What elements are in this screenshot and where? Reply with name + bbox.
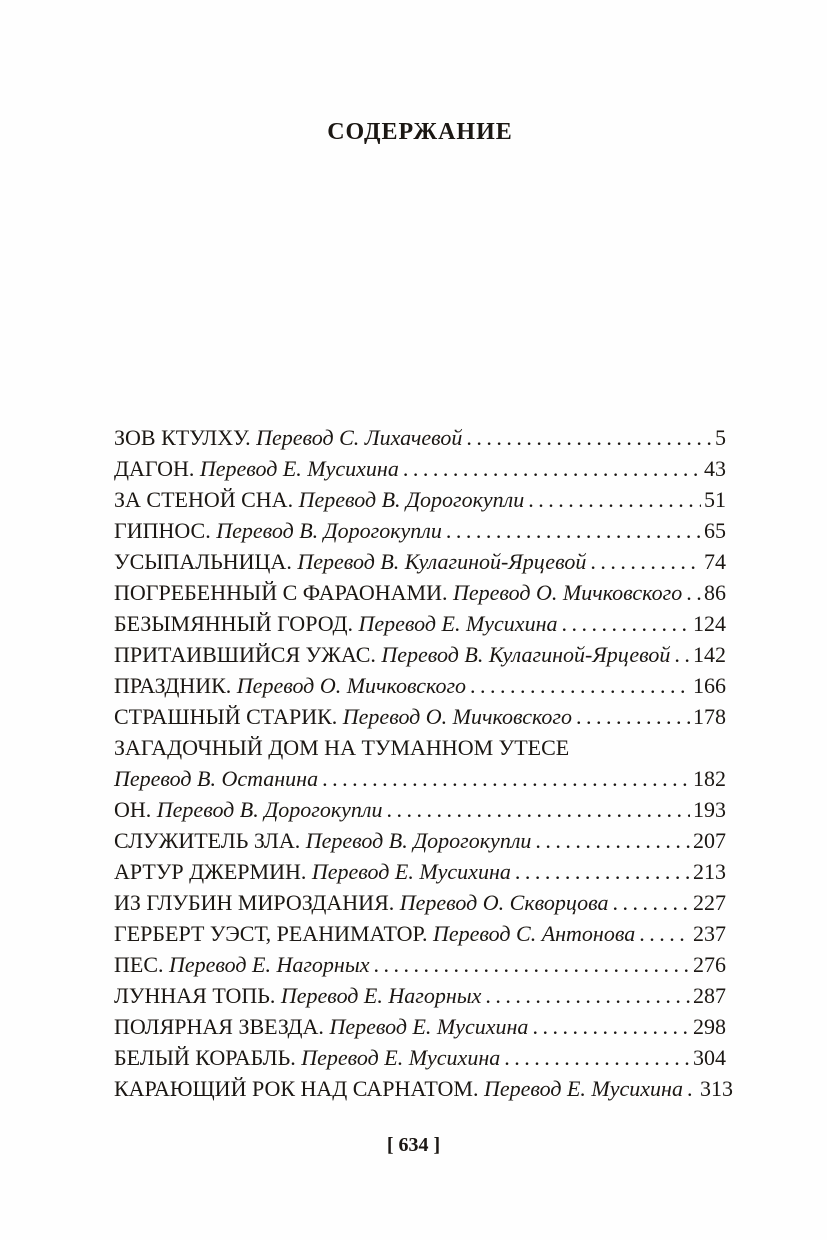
translator-credit: Перевод О. Скворцова <box>399 890 609 915</box>
toc-entry <box>114 422 726 453</box>
toc-entry-label <box>114 949 370 980</box>
toc-entry <box>114 1011 726 1042</box>
translator-credit: Перевод В. Дорогокупли <box>156 797 383 822</box>
dot-leader-line <box>515 856 690 887</box>
translator-credit: Перевод О. Мичковского <box>452 580 683 605</box>
toc-entry-label <box>114 825 531 856</box>
dot-leader-line <box>535 825 690 856</box>
dot-leader-line <box>532 1011 690 1042</box>
dot-leader-line <box>322 763 690 794</box>
page-number-ref: 193 <box>693 797 726 822</box>
story-title: ЗОВ КТУЛХУ. <box>114 425 251 450</box>
page-number-ref: 276 <box>693 952 726 977</box>
dot-leader-line <box>470 670 690 701</box>
dot-leader-line <box>386 794 690 825</box>
translator-credit: Перевод О. Мичковского <box>236 673 467 698</box>
toc-entry-label <box>114 1073 683 1104</box>
story-title: ИЗ ГЛУБИН МИРОЗДАНИЯ. <box>114 890 395 915</box>
page-number-ref: 74 <box>704 549 726 574</box>
toc-entry <box>114 701 726 732</box>
toc-list <box>114 422 733 1104</box>
page-number-ref: 178 <box>693 704 726 729</box>
page-number-ref: 124 <box>693 611 726 636</box>
toc-entry <box>114 484 726 515</box>
story-title: ПОГРЕБЕННЫЙ С ФАРАОНАМИ. <box>114 580 448 605</box>
translator-credit: Перевод В. Дорогокупли <box>298 487 525 512</box>
page-number-ref: 43 <box>704 456 726 481</box>
toc-entry <box>114 1042 726 1073</box>
story-title: СТРАШНЫЙ СТАРИК. <box>114 704 338 729</box>
story-title: БЕЛЫЙ КОРАБЛЬ. <box>114 1045 296 1070</box>
story-title: ПЕС. <box>114 952 164 977</box>
dot-leader-line <box>576 701 690 732</box>
toc-entry-label <box>114 670 466 701</box>
translator-credit: Перевод Е. Мусихина <box>301 1045 501 1070</box>
story-title: ОН. <box>114 797 152 822</box>
page-number-ref: 5 <box>715 425 726 450</box>
story-title: ПОЛЯРНАЯ ЗВЕЗДА. <box>114 1014 324 1039</box>
translator-credit: Перевод С. Антонова <box>433 921 636 946</box>
toc-entry <box>114 732 726 763</box>
toc-entry <box>114 949 726 980</box>
dot-leader-line <box>613 887 690 918</box>
dot-leader-line <box>686 577 701 608</box>
page-number-ref: 51 <box>704 487 726 512</box>
story-title: ЛУННАЯ ТОПЬ. <box>114 983 276 1008</box>
page-number-ref: 86 <box>704 580 726 605</box>
translator-credit: Перевод В. Дорогокупли <box>305 828 532 853</box>
toc-entry <box>114 639 726 670</box>
translator-credit: Перевод Е. Мусихина <box>311 859 511 884</box>
translator-credit: Перевод В. Кулагиной-Ярцевой <box>381 642 671 667</box>
toc-entry-label <box>114 887 609 918</box>
page-number-ref: 304 <box>693 1045 726 1070</box>
dot-leader-line <box>485 980 690 1011</box>
toc-entry <box>114 577 726 608</box>
toc-entry-continuation <box>114 763 726 794</box>
toc-entry-label <box>114 732 569 763</box>
page-number-ref: 213 <box>693 859 726 884</box>
toc-entry <box>114 515 726 546</box>
translator-credit: Перевод Е. Мусихина <box>483 1076 683 1101</box>
toc-entry-label <box>114 577 682 608</box>
translator-credit: Перевод О. Мичковского <box>342 704 573 729</box>
page-number-ref: 298 <box>693 1014 726 1039</box>
toc-entry-label <box>114 546 586 577</box>
toc-entry <box>114 1073 733 1104</box>
toc-entry <box>114 453 726 484</box>
toc-entry-label <box>114 422 462 453</box>
story-title: ГЕРБЕРТ УЭСТ, РЕАНИМАТОР. <box>114 921 428 946</box>
translator-credit: Перевод В. Дорогокупли <box>216 518 442 543</box>
dot-leader-line <box>466 422 712 453</box>
page-number-ref: 287 <box>693 983 726 1008</box>
translator-credit: Перевод С. Лихачевой <box>256 425 463 450</box>
dot-leader-line <box>639 918 690 949</box>
story-title: ДАГОН. <box>114 456 195 481</box>
toc-entry <box>114 825 726 856</box>
toc-entry <box>114 670 726 701</box>
toc-entry <box>114 794 726 825</box>
translator-credit: Перевод Е. Мусихина <box>199 456 399 481</box>
toc-entry <box>114 918 726 949</box>
page-number-ref: 65 <box>704 518 726 543</box>
toc-entry-label <box>114 763 318 794</box>
translator-credit: Перевод Е. Нагорных <box>169 952 370 977</box>
translator-credit: Перевод Е. Мусихина <box>358 611 558 636</box>
dot-leader-line <box>562 608 691 639</box>
dot-leader-line <box>687 1073 697 1104</box>
toc-entry-label <box>114 639 670 670</box>
story-title: ЗА СТЕНОЙ СНА. <box>114 487 294 512</box>
folio-page-number: [ 634 ] <box>386 1134 441 1156</box>
page-number-ref: 207 <box>693 828 726 853</box>
page-number-ref: 313 <box>699 1076 733 1101</box>
story-title: УСЫПАЛЬНИЦА. <box>114 549 292 574</box>
toc-entry-label <box>114 484 524 515</box>
toc-entry-label <box>114 794 382 825</box>
translator-credit: Перевод В. Останина <box>114 766 319 791</box>
story-title: ПРАЗДНИК. <box>114 673 232 698</box>
toc-entry-label <box>114 608 558 639</box>
translator-credit: Перевод Е. Мусихина <box>329 1014 529 1039</box>
page-title: СОДЕРЖАНИЕ <box>327 119 513 145</box>
toc-entry <box>114 887 726 918</box>
story-title: ЗАГАДОЧНЫЙ ДОМ НА ТУМАННОМ УТЕСЕ <box>114 735 570 760</box>
dot-leader-line <box>504 1042 690 1073</box>
story-title: ГИПНОС. <box>114 518 211 543</box>
dot-leader-line <box>528 484 701 515</box>
toc-entry-label <box>114 1042 500 1073</box>
story-title: ПРИТАИВШИЙСЯ УЖАС. <box>114 642 376 667</box>
page-number-ref: 166 <box>693 673 726 698</box>
page-number-ref: 237 <box>693 921 726 946</box>
toc-entry-label <box>114 980 481 1011</box>
dot-leader-line <box>674 639 690 670</box>
translator-credit: Перевод Е. Нагорных <box>280 983 482 1008</box>
toc-entry-label <box>114 453 399 484</box>
toc-entry <box>114 546 726 577</box>
toc-entry <box>114 608 726 639</box>
dot-leader-line <box>403 453 701 484</box>
story-title: БЕЗЫМЯННЫЙ ГОРОД. <box>114 611 353 636</box>
dot-leader-line <box>590 546 701 577</box>
page-number-ref: 142 <box>693 642 726 667</box>
toc-entry-label <box>114 701 572 732</box>
story-title: АРТУР ДЖЕРМИН. <box>114 859 307 884</box>
dot-leader-line <box>446 515 701 546</box>
toc-entry-label <box>114 515 442 546</box>
toc-entry <box>114 980 726 1011</box>
toc-entry-label <box>114 856 511 887</box>
story-title: КАРАЮЩИЙ РОК НАД САРНАТОМ. <box>114 1076 479 1101</box>
toc-entry-label <box>114 1011 528 1042</box>
toc-entry-label <box>114 918 635 949</box>
page-number-ref: 182 <box>693 766 726 791</box>
translator-credit: Перевод В. Кулагиной-Ярцевой <box>297 549 587 574</box>
story-title: СЛУЖИТЕЛЬ ЗЛА. <box>114 828 301 853</box>
page-number-ref: 227 <box>693 890 726 915</box>
toc-entry <box>114 856 726 887</box>
dot-leader-line <box>374 949 690 980</box>
